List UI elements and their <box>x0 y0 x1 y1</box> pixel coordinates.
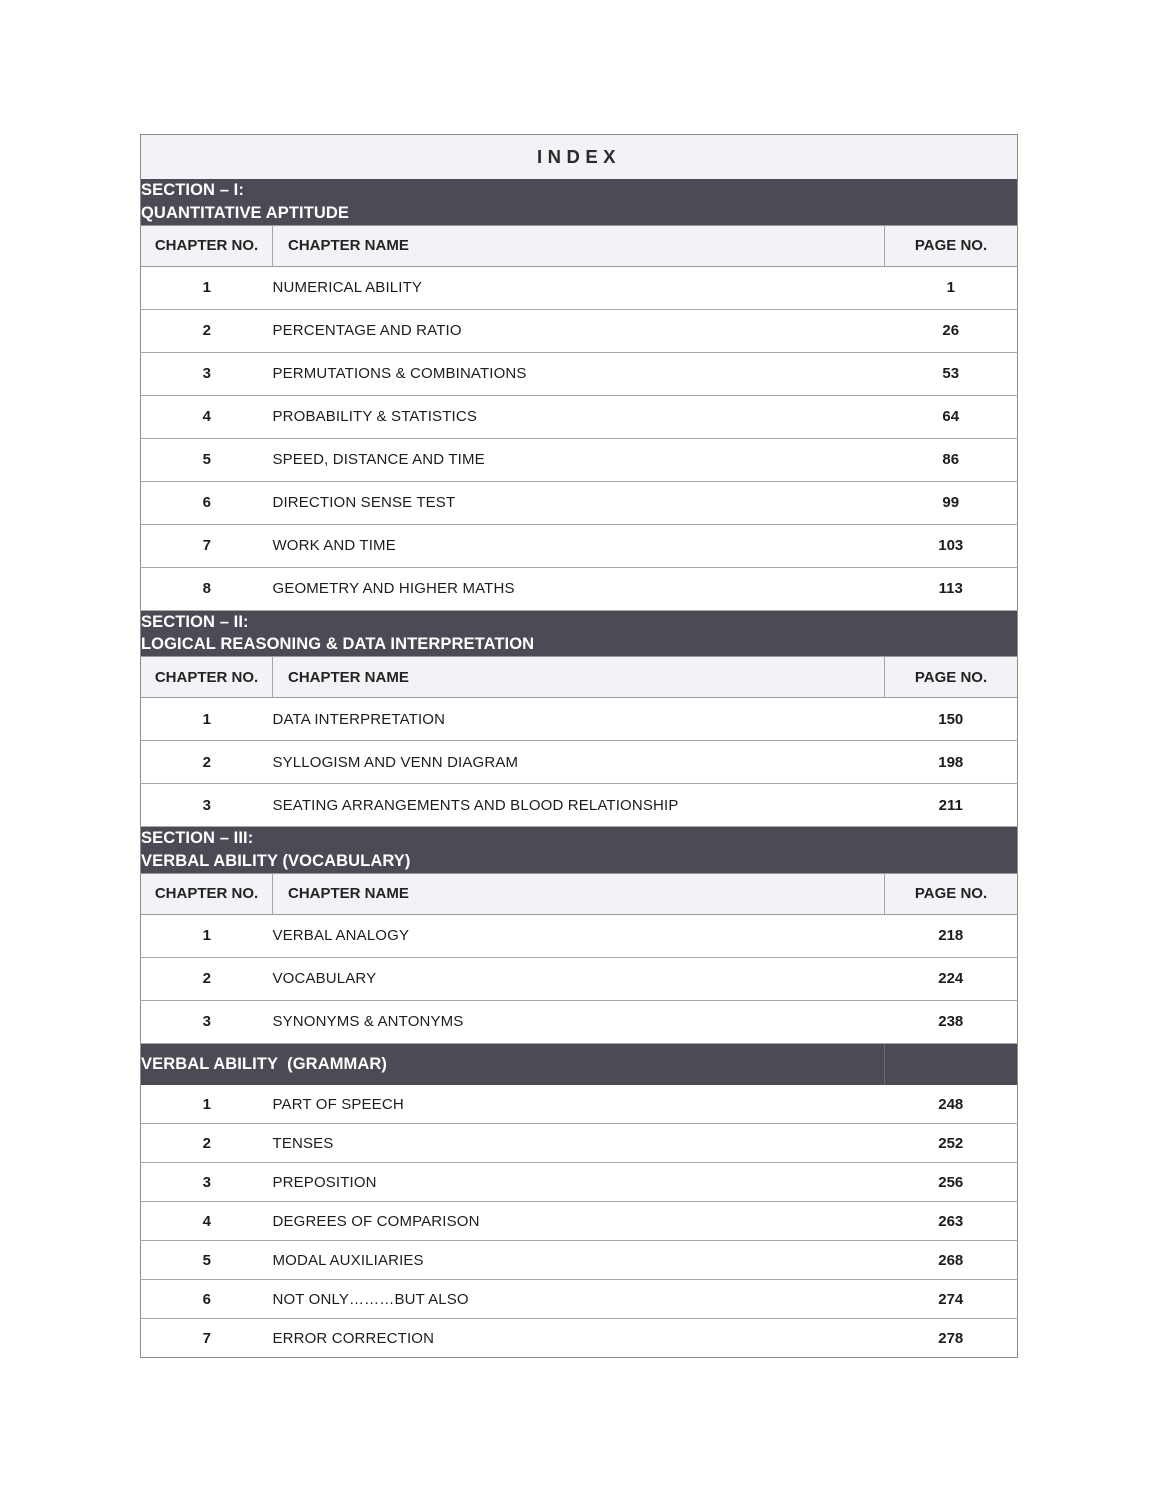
chapter-no: 6 <box>141 481 273 524</box>
page-no: 274 <box>885 1280 1018 1319</box>
table-row[interactable] <box>141 741 1018 784</box>
page-no: 103 <box>885 524 1018 567</box>
page-no: 263 <box>885 1202 1018 1241</box>
section-label-2: SECTION – II: <box>141 612 249 631</box>
index-title-row <box>141 135 1018 180</box>
page-no: 86 <box>885 438 1018 481</box>
section-name-2: LOGICAL REASONING & DATA INTERPRETATION <box>141 635 535 654</box>
page-no: 238 <box>885 1000 1018 1043</box>
chapter-no: 1 <box>141 698 273 741</box>
chapter-name: NUMERICAL ABILITY <box>273 266 885 309</box>
section-label-1: SECTION – I: <box>141 181 244 199</box>
chapter-no: 1 <box>141 1085 273 1124</box>
chapter-no: 7 <box>141 1319 273 1358</box>
column-header-chapter-no: CHAPTER NO. <box>141 657 273 698</box>
chapter-name: PART OF SPEECH <box>273 1085 885 1124</box>
column-header-page-no: PAGE NO. <box>885 873 1018 914</box>
section-name-1: QUANTITATIVE APTITUDE <box>141 203 350 222</box>
table-row[interactable] <box>141 957 1018 1000</box>
section-header-row-3 <box>141 827 1018 874</box>
column-header-row-2 <box>141 657 1018 698</box>
subsection-name: VERBAL ABILITY (GRAMMAR) <box>141 1054 388 1073</box>
chapter-name: TENSES <box>273 1124 885 1163</box>
table-row[interactable] <box>141 352 1018 395</box>
chapter-name: ERROR CORRECTION <box>273 1319 885 1358</box>
column-header-chapter-name: CHAPTER NAME <box>273 657 885 698</box>
column-header-chapter-no: CHAPTER NO. <box>141 873 273 914</box>
chapter-no: 8 <box>141 567 273 610</box>
page-no: 248 <box>885 1085 1018 1124</box>
subsection-header-row <box>141 1043 1018 1085</box>
table-row[interactable] <box>141 1000 1018 1043</box>
table-row[interactable] <box>141 1280 1018 1319</box>
chapter-no: 3 <box>141 1163 273 1202</box>
page-no: 1 <box>885 266 1018 309</box>
page-no: 150 <box>885 698 1018 741</box>
table-row[interactable] <box>141 1202 1018 1241</box>
chapter-no: 2 <box>141 957 273 1000</box>
column-header-row-3 <box>141 873 1018 914</box>
chapter-name: PERCENTAGE AND RATIO <box>273 309 885 352</box>
section-label-3: SECTION – III: <box>141 829 254 848</box>
chapter-name: PROBABILITY & STATISTICS <box>273 395 885 438</box>
column-header-page-no: PAGE NO. <box>885 225 1018 266</box>
chapter-name: VERBAL ANALOGY <box>273 914 885 957</box>
column-header-chapter-name: CHAPTER NAME <box>273 873 885 914</box>
table-row[interactable] <box>141 481 1018 524</box>
chapter-no: 3 <box>141 352 273 395</box>
chapter-no: 2 <box>141 1124 273 1163</box>
column-header-chapter-name: CHAPTER NAME <box>273 225 885 266</box>
chapter-name: VOCABULARY <box>273 957 885 1000</box>
chapter-name: SPEED, DISTANCE AND TIME <box>273 438 885 481</box>
table-row[interactable] <box>141 266 1018 309</box>
table-row[interactable] <box>141 567 1018 610</box>
table-row[interactable] <box>141 395 1018 438</box>
index-table <box>140 134 1018 1358</box>
column-header-page-no: PAGE NO. <box>885 657 1018 698</box>
table-row[interactable] <box>141 1124 1018 1163</box>
page-no: 211 <box>885 784 1018 827</box>
chapter-no: 1 <box>141 266 273 309</box>
chapter-no: 5 <box>141 1241 273 1280</box>
table-row[interactable] <box>141 524 1018 567</box>
page-no: 268 <box>885 1241 1018 1280</box>
chapter-no: 1 <box>141 914 273 957</box>
table-row[interactable] <box>141 1241 1018 1280</box>
chapter-no: 4 <box>141 1202 273 1241</box>
chapter-no: 5 <box>141 438 273 481</box>
section-name-3: VERBAL ABILITY (VOCABULARY) <box>141 851 411 870</box>
page-no: 278 <box>885 1319 1018 1358</box>
section-header-1 <box>141 179 1018 225</box>
table-row[interactable] <box>141 1319 1018 1358</box>
chapter-no: 2 <box>141 741 273 784</box>
page-no: 252 <box>885 1124 1018 1163</box>
table-row[interactable] <box>141 1163 1018 1202</box>
chapter-no: 7 <box>141 524 273 567</box>
chapter-name: SYNONYMS & ANTONYMS <box>273 1000 885 1043</box>
column-header-chapter-no: CHAPTER NO. <box>141 225 273 266</box>
table-row[interactable] <box>141 914 1018 957</box>
chapter-name: DEGREES OF COMPARISON <box>273 1202 885 1241</box>
table-row[interactable] <box>141 438 1018 481</box>
chapter-no: 2 <box>141 309 273 352</box>
subsection-header-grammar <box>141 1043 885 1085</box>
page-no: 256 <box>885 1163 1018 1202</box>
index-table-body <box>141 135 1018 1358</box>
chapter-name: SYLLOGISM AND VENN DIAGRAM <box>273 741 885 784</box>
subsection-header-blank-cell <box>885 1043 1018 1085</box>
page-no: 224 <box>885 957 1018 1000</box>
page-no: 64 <box>885 395 1018 438</box>
chapter-name: PERMUTATIONS & COMBINATIONS <box>273 352 885 395</box>
chapter-no: 3 <box>141 784 273 827</box>
chapter-no: 3 <box>141 1000 273 1043</box>
chapter-no: 6 <box>141 1280 273 1319</box>
page-no: 53 <box>885 352 1018 395</box>
table-row[interactable] <box>141 698 1018 741</box>
table-row[interactable] <box>141 1085 1018 1124</box>
section-header-2 <box>141 610 1018 657</box>
page-no: 113 <box>885 567 1018 610</box>
section-header-row-1 <box>141 179 1018 225</box>
chapter-name: DATA INTERPRETATION <box>273 698 885 741</box>
table-row[interactable] <box>141 784 1018 827</box>
chapter-name: DIRECTION SENSE TEST <box>273 481 885 524</box>
chapter-name: WORK AND TIME <box>273 524 885 567</box>
chapter-name: GEOMETRY AND HIGHER MATHS <box>273 567 885 610</box>
chapter-name: NOT ONLY………BUT ALSO <box>273 1280 885 1319</box>
section-header-row-2 <box>141 610 1018 657</box>
page-no: 218 <box>885 914 1018 957</box>
chapter-name: SEATING ARRANGEMENTS AND BLOOD RELATIONSHIP <box>273 784 885 827</box>
chapter-name: PREPOSITION <box>273 1163 885 1202</box>
chapter-name: MODAL AUXILIARIES <box>273 1241 885 1280</box>
page-no: 99 <box>885 481 1018 524</box>
table-row[interactable] <box>141 309 1018 352</box>
chapter-no: 4 <box>141 395 273 438</box>
column-header-row-1 <box>141 225 1018 266</box>
page-no: 198 <box>885 741 1018 784</box>
section-header-3 <box>141 827 1018 874</box>
page-no: 26 <box>885 309 1018 352</box>
page-title: INDEX <box>141 135 1018 180</box>
